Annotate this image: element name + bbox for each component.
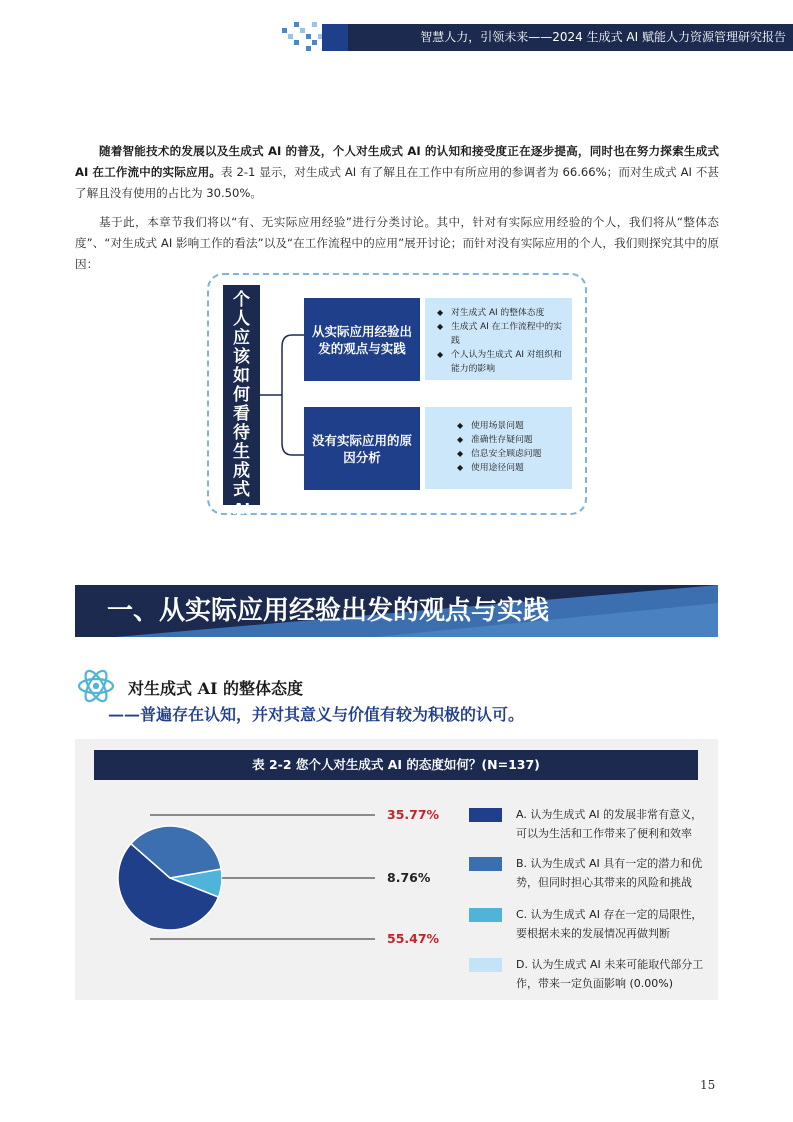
branch-list-practice <box>425 298 572 380</box>
diamond-icon: ◆ <box>457 435 464 444</box>
title-char: 看 <box>233 404 250 424</box>
branch-box-practice: 从实际应用经验出发的观点与实践 <box>304 298 420 381</box>
diagram-connector <box>260 320 310 470</box>
diagram-vertical-title <box>223 285 260 518</box>
data-label-a: 55.47% <box>387 931 440 946</box>
legend-text-a: A. 认为生成式 AI 的发展非常有意义， 可以为生活和工作带来了便利和效率 <box>516 808 703 840</box>
legend-swatch-b <box>469 857 502 871</box>
header-accent <box>322 24 348 51</box>
diamond-icon: ◆ <box>437 322 444 331</box>
list-item: ◆ 个人认为生成式 AI 对组织和能力的影响 <box>437 350 562 374</box>
list-item: ◆ 使用途径问题 <box>457 463 524 473</box>
intro-normal-text: 表 2-1 显示，对生成式 AI 有了解且在工作中有所应用的参调者为 66.66%；而对生成式 AI 不甚了解且没有使用的占比为 30.50%。 <box>75 165 719 200</box>
title-char: 生 <box>233 442 250 462</box>
diamond-icon: ◆ <box>457 463 464 472</box>
header-title: 智慧人力，引领未来——2024 生成式 AI 赋能人力资源管理研究报告 <box>420 30 786 44</box>
diamond-icon: ◆ <box>457 421 464 430</box>
title-char: 成 <box>233 461 250 481</box>
list-item: ◆ 准确性存疑问题 <box>457 435 533 445</box>
legend-text-c: C. 认为生成式 AI 存在一定的局限性， 要根据未来的发展情况再做判断 <box>516 908 703 940</box>
legend-swatch-d <box>469 958 502 972</box>
title-char: 何 <box>233 385 250 405</box>
page-number: 15 <box>700 1078 716 1092</box>
diamond-icon: ◆ <box>457 449 464 458</box>
title-char: AI <box>232 500 251 518</box>
legend-swatch-a <box>469 808 502 822</box>
title-char: 待 <box>233 423 250 443</box>
legend-text-b: B. 认为生成式 AI 具有一定的潜力和优 势，但同时担心其带来的风险和挑战 <box>516 857 703 889</box>
data-label-b: 35.77% <box>387 807 440 822</box>
title-char: 个 <box>233 290 250 310</box>
legend-swatch-c <box>469 908 502 922</box>
attitude-title: 对生成式 AI 的整体态度 <box>128 679 304 698</box>
list-item: ◆ 对生成式 AI 的整体态度 <box>437 308 545 318</box>
intro-paragraph-2: 基于此，本章节我们将以“有、无实际应用经验”进行分类讨论。其中，针对有实际应用经验的个人，我们将从“整体态度”、“对生成式 AI 影响工作的看法”以及“在工作流程中的应用”展开讨论；而针对没有实际应用的个人，我们则探究其中的原因： <box>75 215 719 271</box>
title-char: 应 <box>233 328 250 348</box>
title-char: 该 <box>233 347 250 367</box>
intro-bold-text: 随着智能技术的发展以及生成式 AI 的普及，个人对生成式 AI 的认知和接受度正在逐步提高，同时也在努力探索生成式 AI 在工作流中的实际应用。 <box>75 144 719 179</box>
attitude-subtitle: ——普遍存在认知，并对其意义与价值有较为积极的认可。 <box>108 705 525 724</box>
list-item: ◆ 信息安全顾虑问题 <box>457 449 542 459</box>
title-char: 式 <box>233 480 250 500</box>
list-item: ◆ 生成式 AI 在工作流程中的实践 <box>437 322 562 346</box>
header-pixel-decoration <box>282 20 324 52</box>
pie-chart <box>110 800 380 950</box>
diamond-icon: ◆ <box>437 308 444 317</box>
data-label-c: 8.76% <box>387 870 431 885</box>
diamond-icon: ◆ <box>437 350 444 359</box>
atom-icon <box>76 666 116 706</box>
legend-text-d: D. 认为生成式 AI 未来可能取代部分工 作，带来一定负面影响 (0.00%) <box>516 958 704 990</box>
branch-box-reasons: 没有实际应用的原因分析 <box>304 407 420 490</box>
title-char: 人 <box>233 309 250 329</box>
chart-title: 表 2-2 您个人对生成式 AI 的态度如何？(N=137) <box>94 750 698 780</box>
section-title: 一、从实际应用经验出发的观点与实践 <box>107 596 550 626</box>
list-item: ◆ 使用场景问题 <box>457 421 524 431</box>
branch-list-reasons <box>425 407 572 489</box>
intro-paragraph-1 <box>75 141 719 204</box>
title-char: 如 <box>233 366 250 386</box>
